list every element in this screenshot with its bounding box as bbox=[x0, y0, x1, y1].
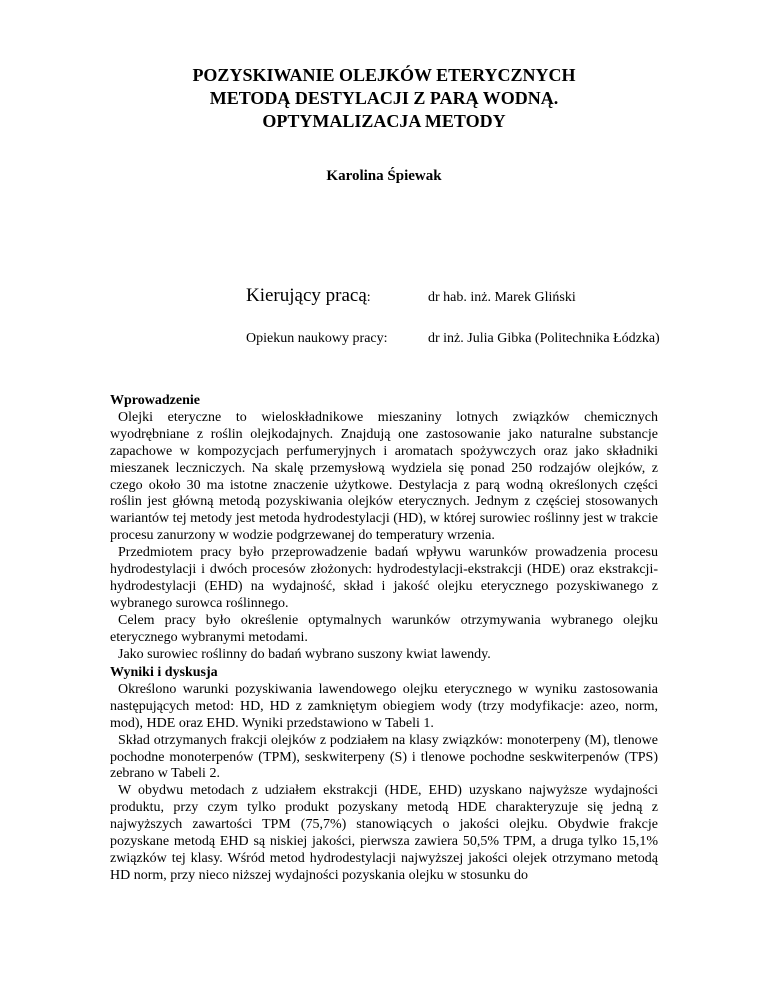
results-heading: Wyniki i dyskusja bbox=[110, 665, 218, 680]
results-paragraph: Skład otrzymanych frakcji olejków z podziałem na klasy związków: monoterpeny (M), tlenowe pochodne monoterpenów (TPM), seskwiterpeny (S) i tlenowe pochodne seskwiterpenów (TPS) zebrano w Tabeli 2. bbox=[110, 732, 658, 782]
author-name: Karolina Śpiewak bbox=[326, 168, 442, 184]
intro-paragraph: Jako surowiec roślinny do badań wybrano suszony kwiat lawendy. bbox=[118, 646, 491, 662]
title-line-1: POZYSKIWANIE OLEJKÓW ETERYCZNYCH bbox=[192, 65, 576, 85]
results-paragraph: Określono warunki pozyskiwania lawendowego olejku eterycznego w wyniku zastosowania następujących metod: HD, HD z zamkniętym obiegiem wody (trzy modyfikacje: azeo, norm, mod), HDE oraz EHD. Wyniki przedstawiono w Tabeli 1. bbox=[110, 681, 658, 731]
supervisor-label bbox=[246, 285, 371, 307]
supervisor-label-text: Kierujący pracą bbox=[246, 285, 367, 306]
results-section bbox=[110, 665, 658, 885]
tutor-value: dr inż. Julia Gibka (Politechnika Łódzka) bbox=[428, 331, 660, 346]
intro-heading: Wprowadzenie bbox=[110, 393, 200, 408]
tutor-label: Opiekun naukowy pracy: bbox=[246, 331, 388, 346]
results-paragraph: W obydwu metodach z udziałem ekstrakcji (HDE, EHD) uzyskano najwyższe wydajności produktu, przy czym tylko produkt pozyskany metodą HDE charakteryzuje się jedną z najwyższych zawartości TPM (75,7%) stanowiących o jakości olejku. Obydwie frakcje pozyskane metodą EHD są niskiej jakości, pierwsza zawiera 50,5% TPM, a druga tylko 15,1% związków tej klasy. Wśród metod hydrodestylacji najwyższej jakości olejek otrzymano metodą HD norm, przy nieco niższej wydajności pozyskania olejku w stosunku do bbox=[110, 783, 658, 883]
supervisor-label-colon: : bbox=[366, 290, 371, 305]
intro-paragraph: Przedmiotem pracy było przeprowadzenie badań wpływu warunków prowadzenia procesu hydrodestylacji i dwóch procesów złożonych: hydrodestylacji-ekstrakcji (HDE) oraz ekstrakcji-hydrodestylacji (EHD) na wydajność, skład i jakość olejku eterycznego pozyskiwanego z wybranego surowca roślinnego. bbox=[110, 545, 658, 611]
title-line-2: METODĄ DESTYLACJI Z PARĄ WODNĄ. bbox=[209, 88, 559, 108]
intro-paragraph: Olejki eteryczne to wieloskładnikowe mieszaniny lotnych związków chemicznych wyodrębniane z roślin olejkodajnych. Znajdują one zastosowanie jako naturalne substancje zapachowe w kompozycjach perfumeryjnych i aromatach spożywczych oraz jako składniki mieszanek leczniczych. Na skalę przemysłową wydziela się ponad 250 rodzajów olejków, z czego około 30 ma istotne znaczenie użytkowe. Destylacja z parą wodną określonych części roślin jest główną metodą pozyskiwania olejków eterycznych. Jednym z częściej stosowanych wariantów tej metody jest metoda hydrodestylacji (HD), w której surowiec roślinny jest w trakcie procesu zanurzony w wodzie podgrzewanej do temperatury wrzenia. bbox=[110, 409, 658, 544]
title-line-3: OPTYMALIZACJA METODY bbox=[262, 111, 506, 131]
document-title bbox=[0, 64, 768, 133]
intro-paragraph: Celem pracy było określenie optymalnych warunków otrzymywania wybranego olejku eterycznego wybranymi metodami. bbox=[110, 612, 658, 645]
intro-section bbox=[110, 393, 658, 664]
supervisor-value: dr hab. inż. Marek Gliński bbox=[428, 290, 576, 305]
